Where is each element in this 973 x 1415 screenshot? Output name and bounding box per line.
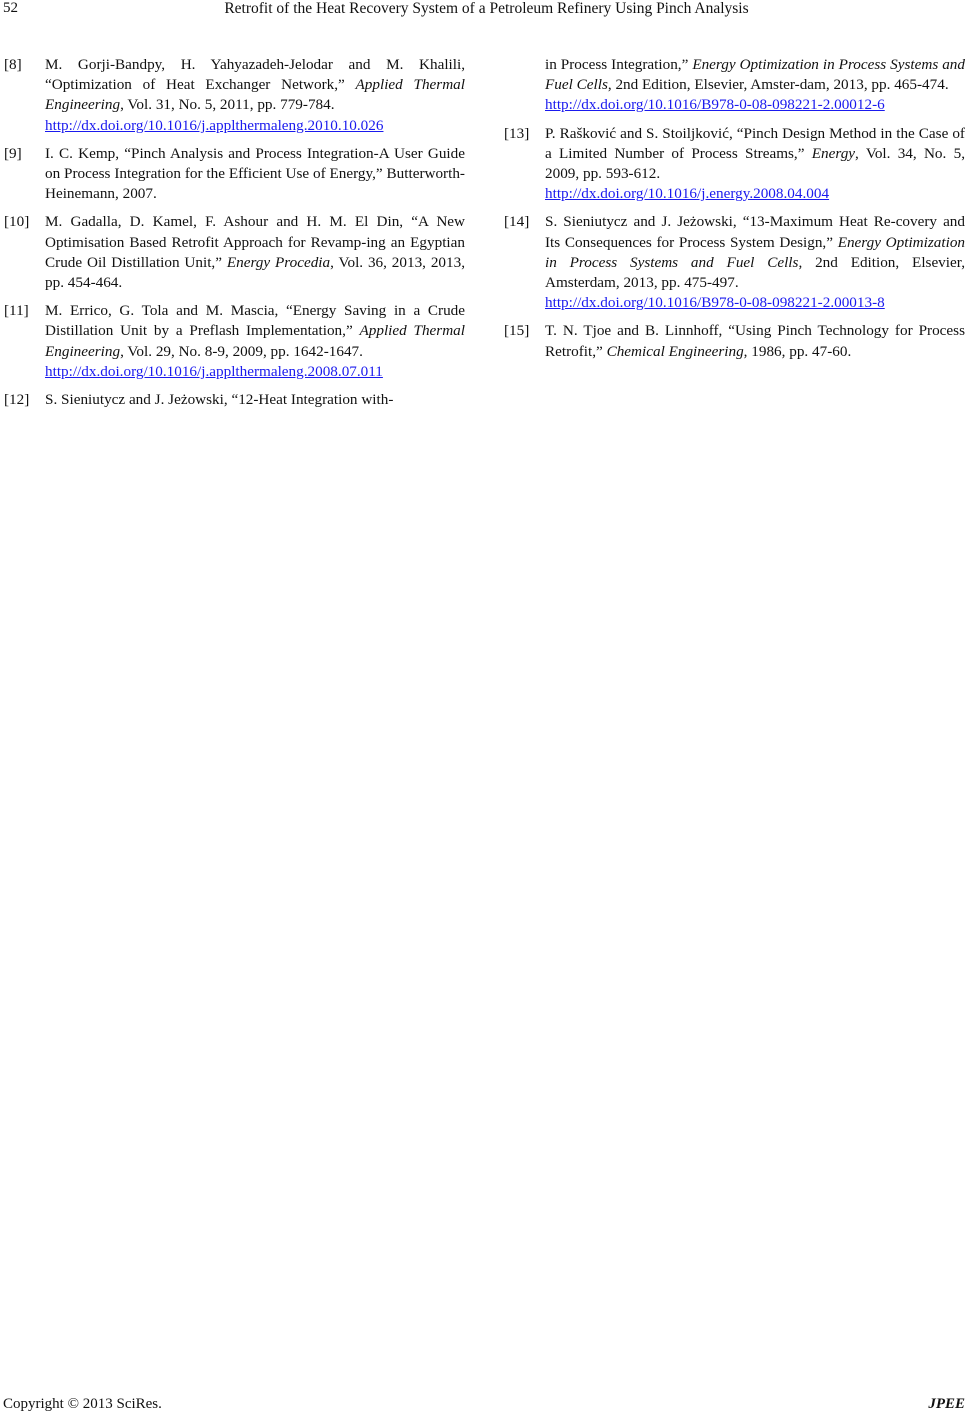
reference-number: [15]: [504, 322, 530, 340]
journal-name: Energy: [811, 144, 856, 162]
page-header: [0, 0, 973, 22]
reference-9: [0, 144, 465, 205]
reference-text: P. Rašković and S. Stoiljković, “Pinch Design Method in the Case of a Limited Number of Process Streams,” Energy, Vol. 34, No. 5, 2009, pp. 593-612.: [545, 124, 965, 183]
reference-text: M. Errico, G. Tola and M. Mascia, “Energy Saving in a Crude Distillation Unit by a Preflash Implementation,” Applied Thermal Engineering, Vol. 29, No. 8-9, 2009, pp. 1642-1647.: [45, 302, 465, 360]
page-number: 52: [3, 0, 18, 16]
reference-13: [500, 124, 965, 205]
reference-text: M. Gorji-Bandpy, H. Yahyazadeh-Jelodar and M. Khalili, “Optimization of Heat Exchanger Network,” Applied Thermal Engineering, Vol. 31, No. 5, 2011, pp. 779-784.: [45, 56, 465, 114]
right-column: [500, 55, 965, 370]
doi-link[interactable]: http://dx.doi.org/10.1016/j.applthermaleng.2010.10.026: [45, 116, 384, 134]
reference-12-continuation: [500, 55, 965, 116]
doi-link[interactable]: http://dx.doi.org/10.1016/j.applthermaleng.2008.07.011: [45, 362, 383, 380]
running-title: Retrofit of the Heat Recovery System of a Petroleum Refinery Using Pinch Analysis: [224, 0, 749, 17]
reference-text: S. Sieniutycz and J. Jeżowski, “13-Maximum Heat Re-covery and Its Consequences for Process System Design,” Energy Optimization in Process Systems and Fuel Cells, 2nd Edition, Elsevier, Amsterdam, 2013, pp. 475-497.: [545, 213, 966, 292]
doi-link[interactable]: http://dx.doi.org/10.1016/B978-0-08-098221-2.00013-8: [545, 294, 885, 312]
reference-number: [8]: [4, 56, 22, 73]
reference-number: [12]: [4, 391, 30, 409]
reference-number: [14]: [504, 213, 530, 231]
reference-text: S. Sieniutycz and J. Jeżowski, “12-Heat Integration with-: [45, 391, 394, 409]
journal-name: Chemical Engineering: [606, 342, 744, 360]
journal-abbreviation: JPEE: [928, 1396, 965, 1412]
reference-number: [11]: [4, 302, 29, 320]
journal-name: Applied Thermal Engineering: [45, 322, 465, 360]
reference-text: in Process Integration,” Energy Optimization in Process Systems and Fuel Cells, 2nd Edition, Elsevier, Amster-dam, 2013, pp. 465-474.: [545, 56, 965, 94]
left-column: [0, 55, 465, 418]
page-footer: [0, 1396, 973, 1415]
journal-name: Energy Procedia: [226, 253, 331, 271]
reference-text: T. N. Tjoe and B. Linnhoff, “Using Pinch Technology for Process Retrofit,” Chemical Engineering, 1986, pp. 47-60.: [545, 322, 965, 360]
doi-link[interactable]: http://dx.doi.org/10.1016/j.energy.2008.04.004: [545, 185, 830, 203]
reference-text: M. Gadalla, D. Kamel, F. Ashour and H. M. El Din, “A New Optimisation Based Retrofit Approach for Revamp-ing an Egyptian Crude Oil Distillation Unit,” Energy Procedia, Vol. 36, 2013, 2013, pp. 454-464.: [45, 213, 466, 292]
reference-15: [500, 321, 965, 361]
journal-name: Energy Optimization in Process Systems and Fuel Cells: [545, 56, 965, 94]
reference-number: [13]: [504, 124, 530, 142]
journal-name: Applied Thermal Engineering: [45, 76, 465, 114]
reference-8: [0, 55, 465, 136]
reference-number: [10]: [4, 213, 30, 231]
reference-10: [0, 212, 465, 293]
reference-text: I. C. Kemp, “Pinch Analysis and Process Integration-A User Guide on Process Integration for the Efficient Use of Energy,” Butterworth-Heinemann, 2007.: [45, 144, 465, 203]
journal-name: Energy Optimization in Process Systems and Fuel Cells: [545, 233, 966, 271]
copyright-notice: Copyright © 2013 SciRes.: [3, 1396, 162, 1412]
reference-14: [500, 212, 965, 313]
doi-link[interactable]: http://dx.doi.org/10.1016/B978-0-08-098221-2.00012-6: [545, 96, 885, 114]
reference-11: [0, 301, 465, 382]
reference-12: [0, 390, 465, 410]
reference-number: [9]: [4, 144, 22, 162]
